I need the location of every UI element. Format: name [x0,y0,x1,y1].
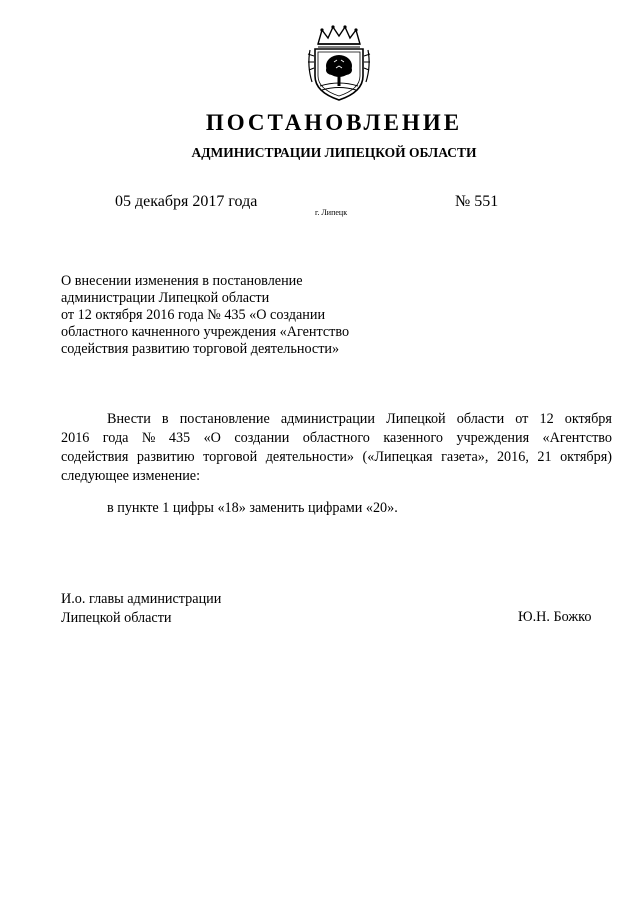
document-subtitle: АДМИНИСТРАЦИИ ЛИПЕЦКОЙ ОБЛАСТИ [191,145,477,160]
document-title: ПОСТАНОВЛЕНИЕ [205,110,463,135]
body-line: 2016 года № 435 «О создании областного казенного учреждения «Агентство [61,430,612,446]
subject-line: содействия развитию торговой деятельности» [61,341,340,357]
subject-line: от 12 октября 2016 года № 435 «О создании [61,307,326,323]
document-subject [61,273,391,358]
signatory-position-line: И.о. главы администрации [61,591,222,607]
signatory-position [61,590,221,628]
document-place: г. Липецк [315,208,348,217]
body-line: Внести в постановление администрации Липецкой области от 12 октября [107,411,612,427]
subject-line: О внесении изменения в постановление [61,273,303,289]
subject-line: областного качненного учреждения «Агентство [61,324,350,340]
document-number: № 551 [455,193,499,210]
subject-line: администрации Липецкой области [61,290,270,306]
coat-of-arms-emblem [306,24,372,102]
coat-of-arms-icon [306,24,372,102]
body-paragraph [61,410,612,486]
signatory-position-line: Липецкой области [61,610,172,626]
body-line: следующее изменение: [61,468,201,484]
body-line: содействия развитию торговой деятельности» («Липецкая газета», 2016, 21 октября) [61,449,612,465]
document-date: 05 декабря 2017 года [115,193,258,210]
change-clause: в пункте 1 цифры «18» заменить цифрами «20». [107,500,398,516]
signatory-name: Ю.Н. Божко [518,609,592,625]
